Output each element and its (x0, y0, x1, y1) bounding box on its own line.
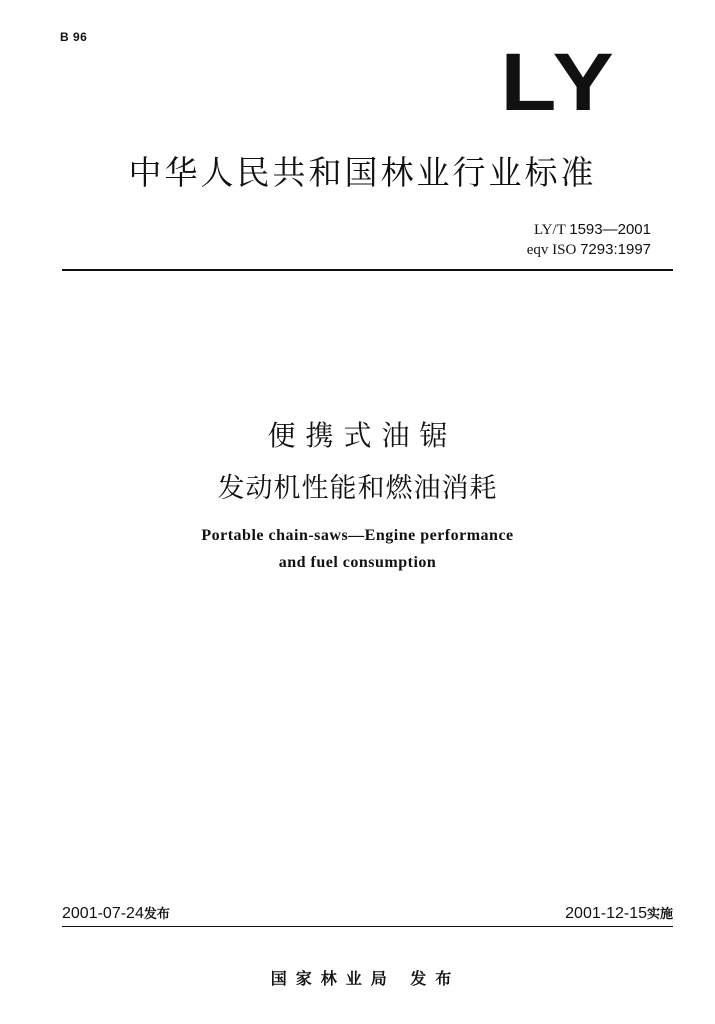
title-chinese-line1: 便携式油锯 (267, 419, 458, 452)
title-english-line1: Portable chain-saws—Engine performance (201, 527, 514, 544)
top-divider (62, 269, 673, 271)
standard-number-line2 (527, 240, 651, 260)
publisher: 国家林业局 发布 (270, 969, 461, 988)
iso-number: 7293:1997 (580, 241, 651, 258)
implementation-label: 实施 (646, 907, 673, 922)
issue-date (62, 903, 170, 923)
title-chinese-line2: 发动机性能和燃油消耗 (217, 473, 498, 504)
standard-number-line1 (527, 220, 651, 240)
standard-code-prefix: LY/T (533, 222, 566, 238)
issue-date-value: 2001-07-24 (62, 905, 144, 922)
standard-number (527, 220, 651, 260)
standard-logo: LY (500, 37, 618, 128)
organization-title: 中华人民共和国林业行业标准 (128, 153, 597, 192)
issue-label: 发布 (143, 907, 170, 922)
equivalence-prefix: eqv ISO (526, 242, 577, 258)
title-english-line2: and fuel consumption (278, 554, 437, 571)
standard-code-number: 1593—2001 (569, 221, 651, 238)
implementation-date (565, 903, 673, 923)
classification-code: B 96 (60, 30, 88, 44)
implementation-date-value: 2001-12-15 (565, 905, 647, 922)
bottom-divider (62, 926, 673, 927)
